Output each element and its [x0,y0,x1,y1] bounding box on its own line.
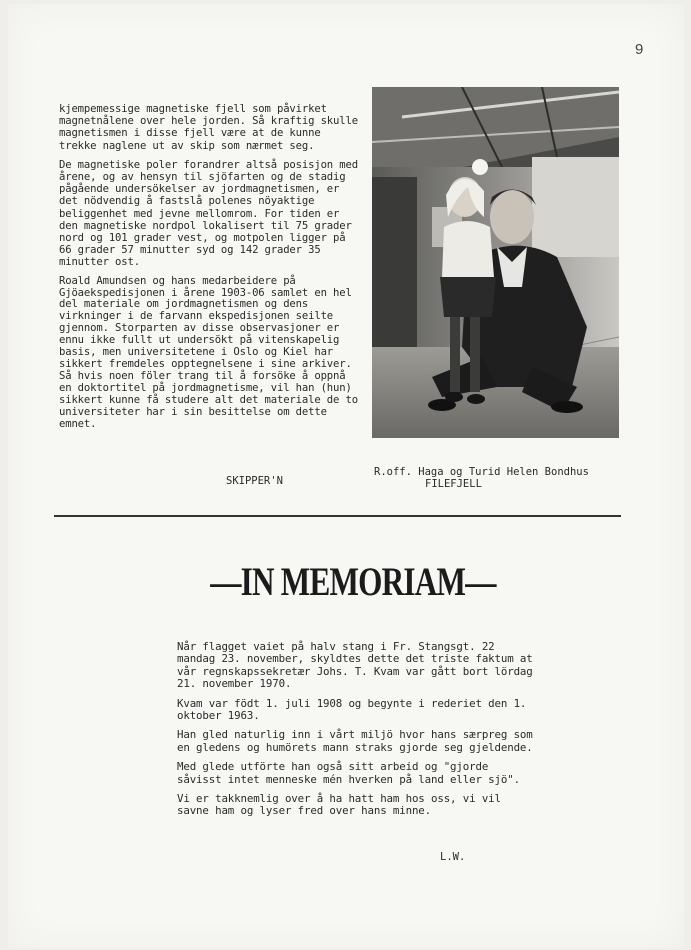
memoriam-paragraph: Når flagget vaiet på halv stang i Fr. Stangsgt. 22 mandag 23. november, skyldtes dette det triste faktum at vår regnskapssekretær Johs. T. Kvam var gått bort lördag 21. november 1970. [177,640,533,691]
memoriam-heading: —IN MEMORIAM— [210,559,496,604]
photo-illustration [372,87,619,438]
memoriam-paragraph: Han gled naturlig inn i vårt miljö hvor hans særpreg som en gledens og humörets mann straks gjorde seg gjeldende. [177,728,533,754]
memoriam-text [177,641,537,825]
article-text [59,103,364,437]
memoriam-paragraph: Med glede utförte han også sitt arbeid og "gjorde såvisst intet menneske mén hverken på land eller sjö". [177,760,520,786]
article-signature: SKIPPER'N [226,475,283,487]
memoriam-paragraph: Kvam var födt 1. juli 1908 og begynte i rederiet den 1. oktober 1963. [177,696,527,723]
document-page [8,4,684,948]
page-number: 9 [635,41,644,58]
article-paragraph: kjempemessige magnetiske fjell som påvirket magnetnålene over hele jorden. Så kraftig skulle magnetismen i disse fjell være at de kunne trekke naglene ut av skip som nærmet seg. [59,103,358,152]
memoriam-paragraph: Vi er takknemlig over å ha hatt ham hos oss, vi vil savne ham og lyser fred over hans minne. [177,792,501,818]
photo-officer-and-child [372,87,619,438]
photo-caption-names: R.off. Haga og Turid Helen Bondhus [374,466,589,478]
article-paragraph: De magnetiske poler forandrer altså posisjon med årene, og av hensyn til sjöfarten og de stadig pågående undersökelser av jordmagnetismen, er det nödvendig å fastslå polenes nöyaktige beliggenhet med jevne mellomrom. For tiden er den magnetiske nordpol lokalisert til 75 grader nord og 101 grader vest, og motpolen ligger på 66 grader 57 minutter syd og 142 grader 35 minutter ost. [59,158,358,269]
section-divider [54,515,621,517]
article-paragraph: Roald Amundsen og hans medarbeidere på Gjöaekspedisjonen i årene 1903-06 samlet en hel del materiale om jordmagnetismen og dens virkninger i de farvann ekspedisjonen seilte gjennom. Storparten av disse observasjoner er ennu ikke fullt ut undersökt på vitenskapelig basis, men universitetene i Oslo og Kiel har sikkert fremdeles opptegnelsene i sine arkiver. Så hvis noen föler trang til å forsöke å oppnå en doktortitel på jordmagnetisme, vil han (hun) sikkert kunne få studere alt det materiale de to universiteter har i sin besittelse om dette emnet. [59,274,358,430]
memoriam-signature: L.W. [440,851,466,863]
photo-caption [374,466,634,490]
photo-caption-place: FILEFJELL [425,478,482,490]
